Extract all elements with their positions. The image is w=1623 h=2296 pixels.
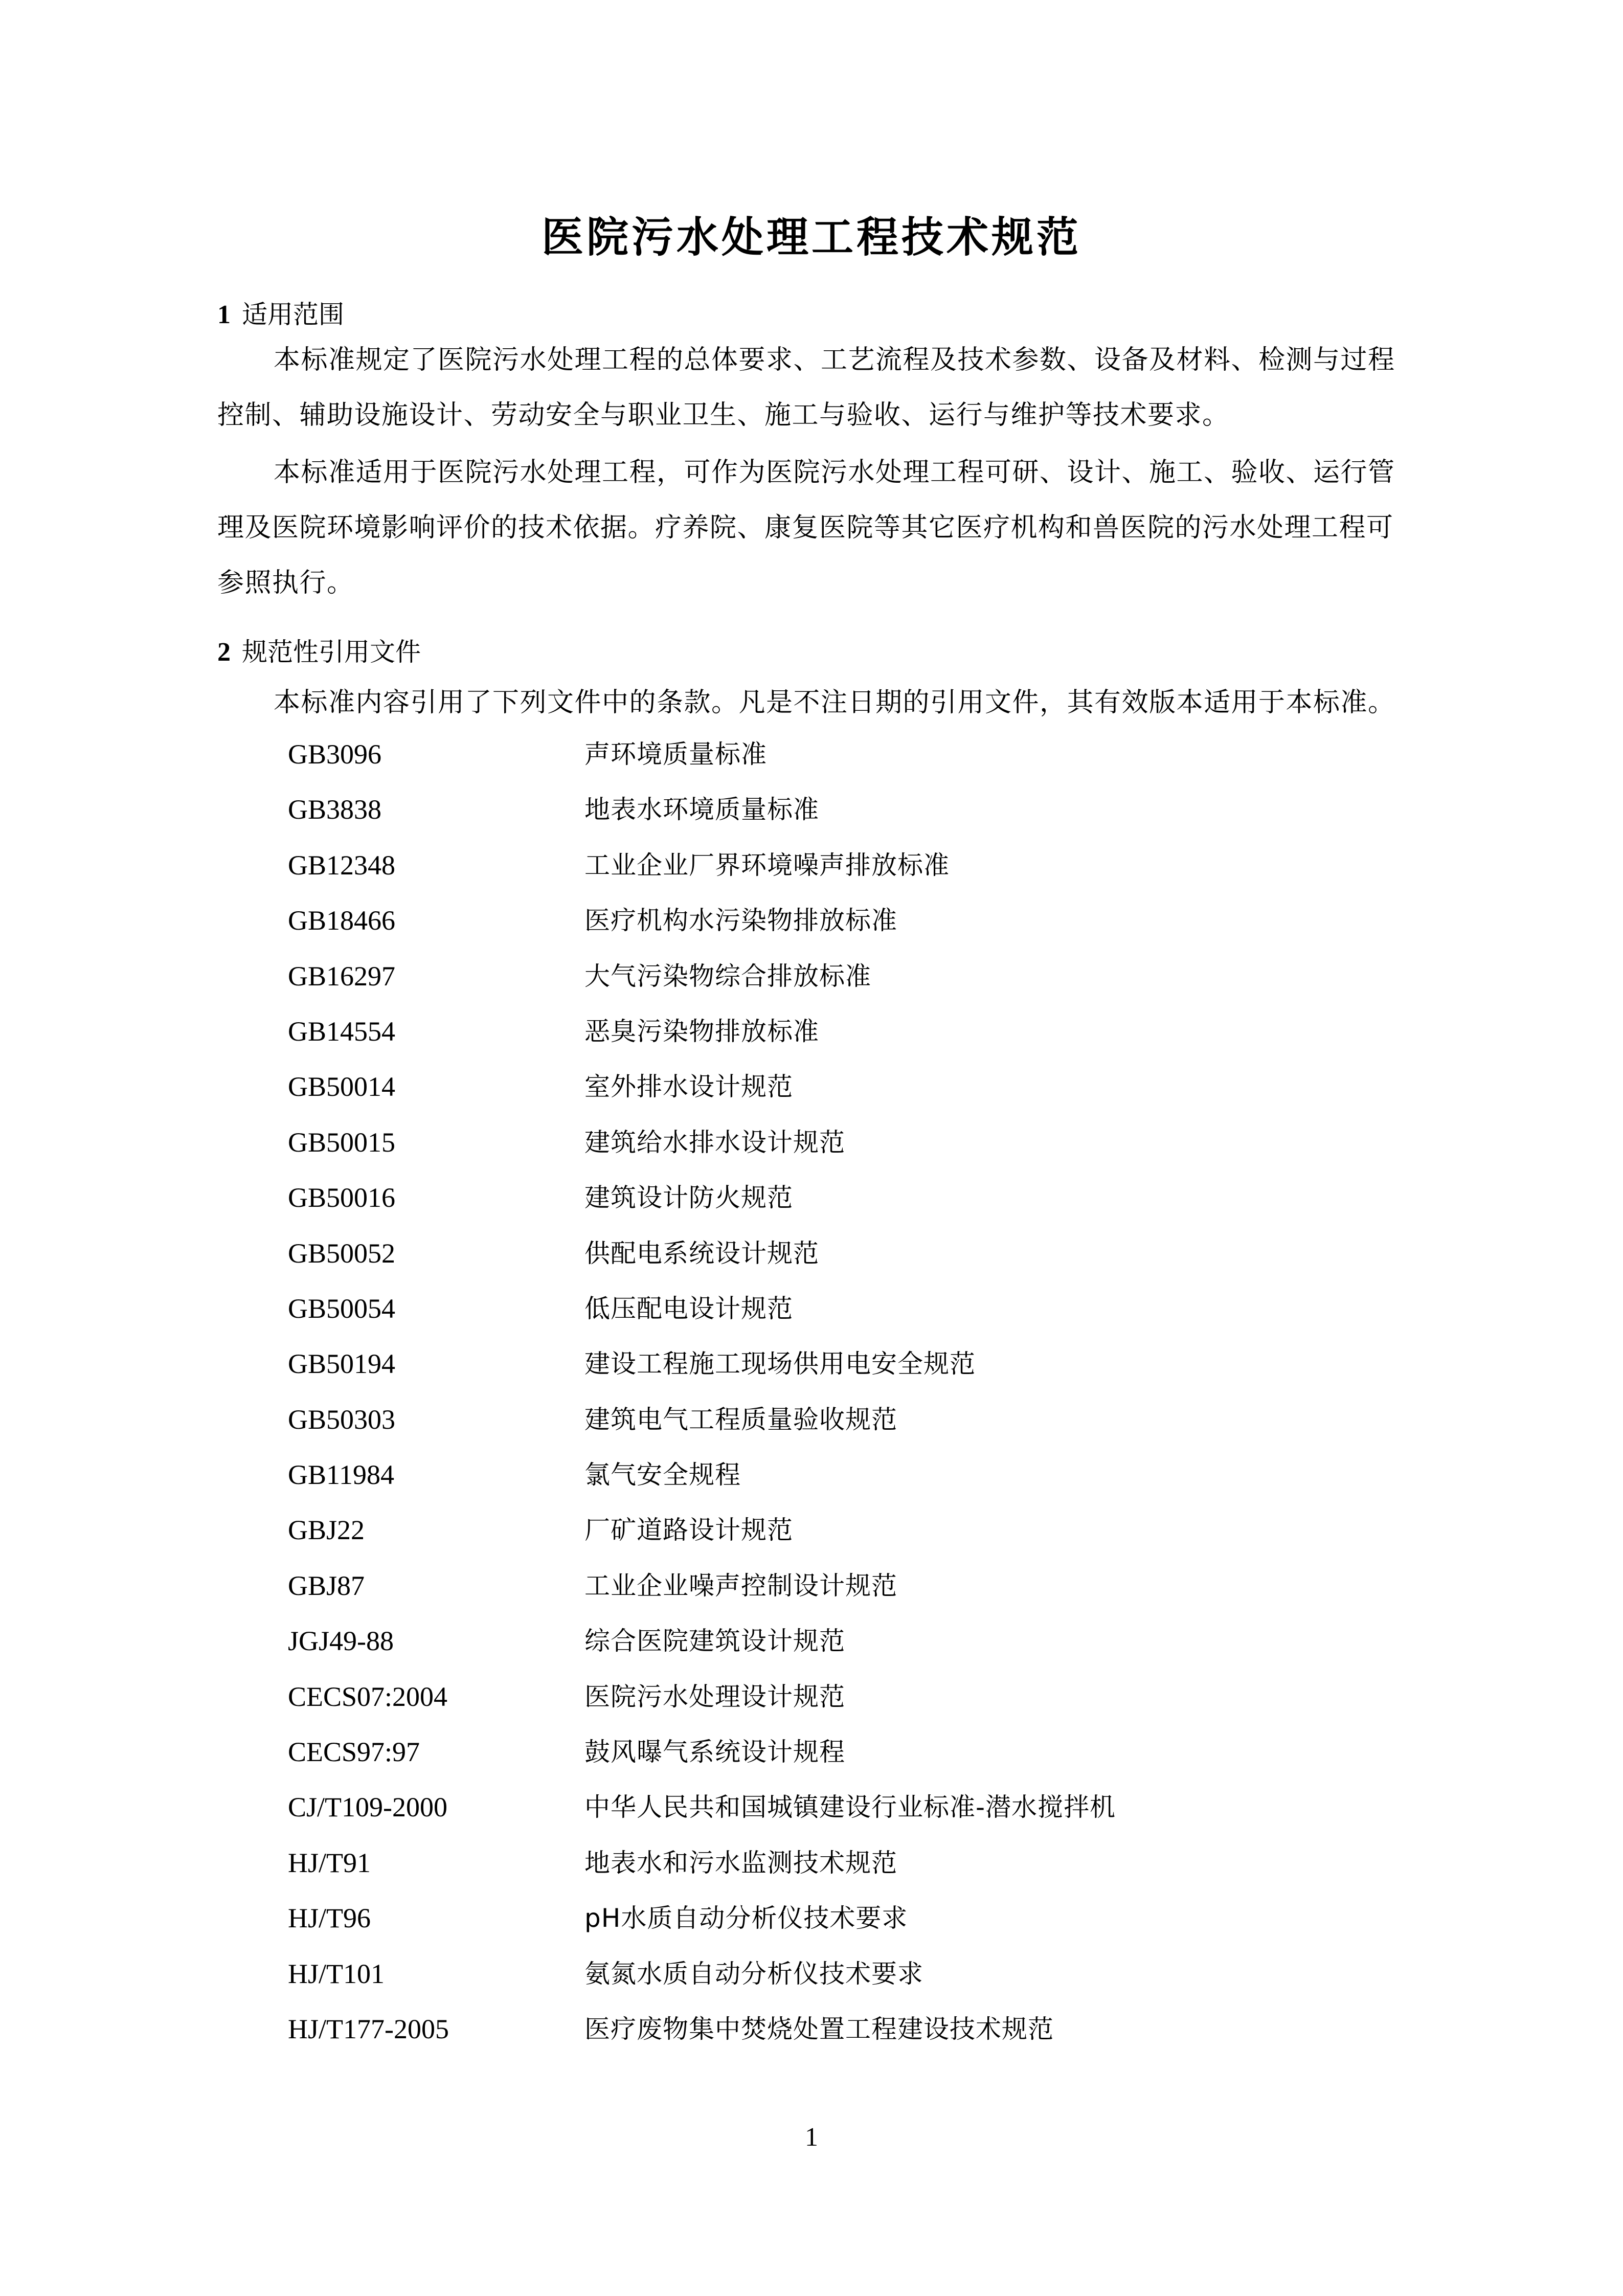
- reference-code: GB12348: [288, 849, 396, 881]
- reference-code: CJ/T109-2000: [288, 1792, 448, 1823]
- reference-name: 氯气安全规程: [584, 1460, 741, 1490]
- section-1-heading: [217, 297, 344, 333]
- section-1-paragraph-1: [217, 332, 1445, 443]
- reference-code: GB3838: [288, 794, 382, 825]
- reference-name: 建筑给水排水设计规范: [584, 1127, 845, 1157]
- reference-code: GB14554: [288, 1016, 396, 1047]
- reference-code: GB50016: [288, 1182, 396, 1213]
- reference-code: GB50015: [288, 1127, 396, 1158]
- reference-name: 医院污水处理设计规范: [584, 1681, 845, 1712]
- reference-code: GB50014: [288, 1071, 396, 1102]
- reference-code: HJ/T177-2005: [288, 2013, 449, 2044]
- reference-code: JGJ49-88: [288, 1626, 394, 1657]
- reference-name: 建筑电气工程质量验收规范: [584, 1404, 897, 1434]
- reference-code: CECS97:97: [288, 1737, 420, 1768]
- reference-name: 大气污染物综合排放标准: [584, 961, 871, 991]
- page-number: 1: [805, 2123, 818, 2152]
- reference-code: GB16297: [288, 960, 396, 992]
- section-2-title: 规范性引用文件: [242, 637, 421, 667]
- document-title: 医院污水处理工程技术规范: [541, 213, 1081, 262]
- section-2-intro: [217, 675, 1445, 730]
- reference-code: HJ/T101: [288, 1958, 385, 1989]
- reference-code: HJ/T91: [288, 1847, 371, 1878]
- reference-name: 供配电系统设计规范: [584, 1238, 819, 1268]
- reference-name: 室外排水设计规范: [584, 1072, 793, 1102]
- reference-name: pH水质自动分析仪技术要求: [584, 1903, 908, 1933]
- reference-name: 工业企业噪声控制设计规范: [584, 1570, 897, 1601]
- reference-name: 恶臭污染物排放标准: [584, 1016, 819, 1046]
- reference-name: 地表水和污水监测技术规范: [584, 1848, 897, 1878]
- section-1-paragraph-2: [217, 445, 1445, 611]
- reference-name: 医疗机构水污染物排放标准: [584, 906, 897, 936]
- reference-code: GB50054: [288, 1293, 396, 1324]
- reference-code: HJ/T96: [288, 1903, 371, 1934]
- reference-name: 工业企业厂界环境噪声排放标准: [584, 850, 950, 880]
- section-2-heading: [217, 634, 421, 670]
- paragraph-line: 参照执行。: [217, 568, 354, 598]
- reference-name: 厂矿道路设计规范: [584, 1515, 793, 1545]
- section-1-title: 适用范围: [242, 300, 344, 329]
- reference-name: 建筑设计防火规范: [584, 1183, 793, 1213]
- reference-code: GBJ87: [288, 1570, 365, 1601]
- reference-name: 地表水环境质量标准: [584, 795, 819, 825]
- reference-name: 氨氮水质自动分析仪技术要求: [584, 1959, 923, 1989]
- section-1-number: 1: [217, 300, 231, 329]
- paragraph-line: 控制、辅助设施设计、劳动安全与职业卫生、施工与验收、运行与维护等技术要求。: [217, 400, 1230, 431]
- reference-name: 医疗废物集中焚烧处置工程建设技术规范: [584, 2014, 1054, 2044]
- section-2-number: 2: [217, 638, 231, 667]
- paragraph-line: 本标准规定了医院污水处理工程的总体要求、工艺流程及技术参数、设备及材料、检测与过程: [274, 345, 1395, 375]
- reference-code: GB50303: [288, 1404, 396, 1435]
- reference-code: GB11984: [288, 1459, 395, 1491]
- paragraph-line: 本标准内容引用了下列文件中的条款。凡是不注日期的引用文件，其有效版本适用于本标准。: [274, 687, 1395, 718]
- reference-name: 综合医院建筑设计规范: [584, 1626, 845, 1656]
- reference-code: CECS07:2004: [288, 1681, 448, 1712]
- reference-name: 中华人民共和国城镇建设行业标准-潜水搅拌机: [584, 1792, 1116, 1822]
- paragraph-line: 理及医院环境影响评价的技术依据。疗养院、康复医院等其它医疗机构和兽医院的污水处理工程可: [217, 512, 1394, 543]
- reference-name: 低压配电设计规范: [584, 1293, 793, 1323]
- reference-code: GB3096: [288, 739, 382, 770]
- reference-code: GB50052: [288, 1237, 396, 1269]
- reference-name: 建设工程施工现场供用电安全规范: [584, 1349, 976, 1379]
- paragraph-line: 本标准适用于医院污水处理工程，可作为医院污水处理工程可研、设计、施工、验收、运行管: [274, 457, 1395, 488]
- reference-code: GB18466: [288, 905, 396, 936]
- reference-name: 鼓风曝气系统设计规程: [584, 1737, 845, 1767]
- reference-code: GBJ22: [288, 1515, 365, 1546]
- reference-name: 声环境质量标准: [584, 739, 767, 769]
- reference-code: GB50194: [288, 1348, 396, 1380]
